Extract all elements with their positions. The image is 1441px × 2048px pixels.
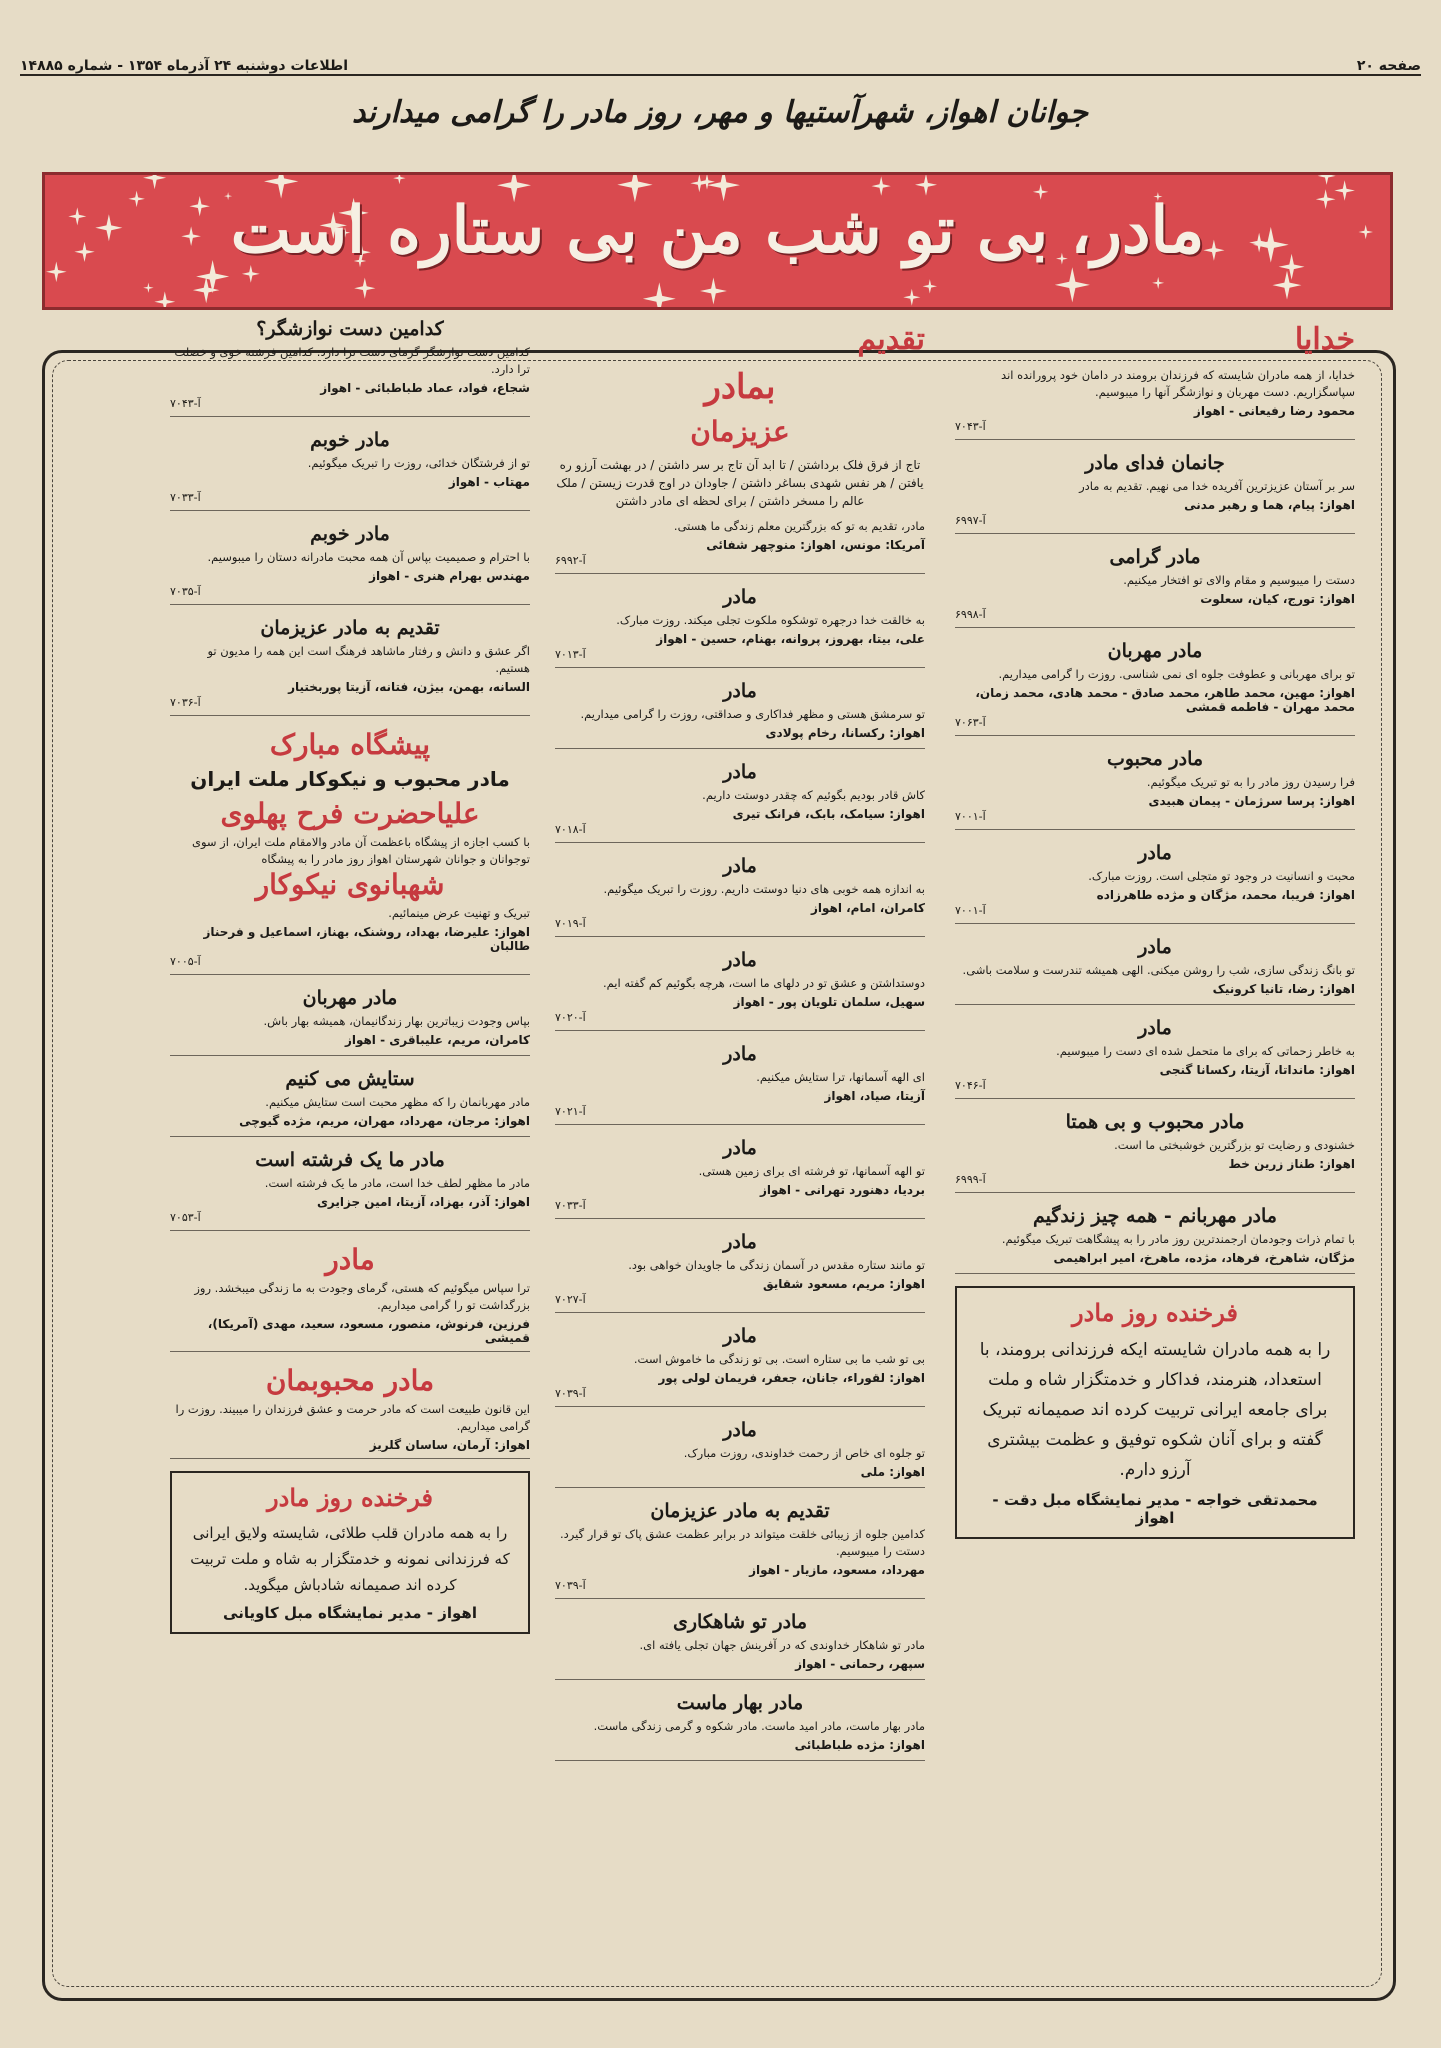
article-item [555,1419,925,1488]
article-text: خشنودی و رضایت تو بزرگترین خوشبختی ما است. [1114,1138,1355,1152]
article-signature: السانه، بهمن، بیژن، فتانه، آزیتا پوربختیار [288,680,530,694]
star-icon [1055,267,1090,302]
article-signature: محمود رضا رفیعانی - اهواز [1193,404,1355,418]
article-text: به خاطر زحماتی که برای ما متحمل شده ای دست را میبوسیم. [1056,1044,1355,1058]
article-signature: اهواز: مانداتا، آزیتا، رکسانا گنجی [1159,1063,1355,1077]
royal-text: با کسب اجازه از پیشگاه باعظمت آن مادر والامقام ملت ایران، از سوی توجوانان و جوانان شهرستان اهواز روز مادر را به پیشگاه [191,835,530,866]
article-code: آ-۷۰۴۶ [955,1079,986,1092]
article-item [555,855,925,937]
article-title: تقدیم به مادر عزیزمان [650,1500,830,1522]
star-icon [154,291,175,307]
article-signature: اهواز: لقوراء، جانان، جعفر، فریمان لولی پور [658,1371,925,1385]
article-code: آ-۷۰۳۹ [555,1387,586,1400]
article-code: آ-۷۰۱۹ [555,917,586,930]
article-text: به اندازه همه خوبی های دنیا دوستت داریم. روزت را تبریک میگوئیم. [603,882,925,896]
center-heading: تقدیم [857,322,925,357]
article-text: مادر، تقدیم به تو که بزرگترین معلم زندگی ما هستی. [673,519,925,533]
article-text: مادر ما مظهر لطف خدا است، مادر ما یک فرشته است. [264,1176,530,1190]
star-icon [700,278,727,305]
article-title: تقدیم به مادر عزیزمان [260,617,440,639]
article-code: آ-۷۰۲۷ [555,1293,586,1306]
article-text: تو از فرشتگان خدائی، روزت را تبریک میگوئیم. [307,456,530,470]
article-item [955,452,1355,534]
article-text: اگر عشق و دانش و رفتار ماشاهد فرهنگ است این همه را مدیون تو هستیم. [207,644,530,675]
article-signature: اهواز: رکسانا، رخام پولادی [765,726,925,740]
article-title: مادر [723,680,757,702]
left-items-2 [170,987,530,1231]
article-title: مادر [723,855,757,877]
page-number: صفحه ۲۰ [1356,58,1421,74]
article-item [170,1068,530,1137]
article-text: تو سرمشق هستی و مظهر فداکاری و صداقتی، روزت را گرامی میداریم. [580,707,925,721]
article-signature: سپهر، رحمانی - اهواز [795,1657,925,1671]
star-icon [143,175,166,189]
mahboob-text: این قانون طبیعت است که مادر حرمت و عشق فرزندان را میبیند. روزت را گرامی میداریم. [175,1402,530,1433]
star-icon [903,289,920,306]
right-box-title: فرخنده روز مادر [1072,1298,1238,1327]
page-header [20,48,1421,76]
article-signature: کامران، مریم، علیباقری - اهواز [344,1033,530,1047]
article-title: مادر خوبم [310,523,390,545]
article-item [555,586,925,668]
royal-code: آ-۷۰۰۵ [170,955,201,968]
pishgah-heading: پیشگاه مبارک [269,728,431,761]
article-text: کدامین دست نوازشگر گرمای دست ترا دارد. کدامین فرشته خوی و خصلت ترا دارد. [174,345,530,376]
star-icon [1273,271,1302,300]
article-signature: علی، بیتا، بهروز، پروانه، بهنام، حسین - اهواز [656,632,925,646]
article-code: آ-۷۰۲۱ [555,1105,586,1118]
article-title: مادر بهار ماست [676,1692,804,1714]
star-icon [690,175,708,192]
mahboob-heading: مادر محبوبمان [265,1364,435,1397]
article-code: آ-۷۰۰۱ [955,904,986,917]
article-item [955,1111,1355,1193]
article-item [955,1205,1355,1274]
article-text: فرا رسیدن روز مادر را به تو تبریک میگوئیم. [1146,775,1355,789]
issue-line: اطلاعات دوشنبه ۲۴ آذرماه ۱۳۵۴ - شماره ۱۴۸۸۵ [20,58,348,74]
article-title: مادر [1138,842,1172,864]
article-item [170,429,530,511]
article-item [555,518,925,574]
center-items [555,518,925,1761]
left-box-signature: اهواز - مدیر نمایشگاه مبل کاویانی [223,1604,477,1622]
article-text: مادر مهربانمان را که مظهر محبت است ستایش میکنیم. [265,1095,530,1109]
article-title: مادر محبوب [1106,748,1204,770]
article-item [170,987,530,1056]
article-code: آ-۷۰۲۰ [555,1011,586,1024]
right-box [955,1286,1355,1539]
left-column [170,318,530,1634]
article-item [555,1043,925,1125]
right-box-signature: محمدتقی خواجه - مدیر نمایشگاه مبل دقت - اهواز [992,1491,1318,1527]
mother-line: مادر محبوب و نیکوکار ملت ایران [190,767,510,791]
article-signature: اهواز: فریبا، محمد، مژگان و مژده طاهرزاده [1096,888,1355,902]
royal-section [170,728,530,975]
article-code: آ-۷۰۱۸ [555,823,586,836]
article-text: ای الهه آسمانها، ترا ستایش میکنیم. [756,1070,925,1084]
right-box-text: را به همه مادران شایسته ایکه فرزندانی برومند، با استعداد، هنرمند، فداکار و خدمتگزار شاه و ملت برای جامعه ایرانی تربیت کرده اند صمیمانه تبریک گفته و برای آنان شکوه توفیق و عظمت بیشتری آرزو دارم. [979,1340,1331,1480]
article-text: کاش قادر بودیم بگوئیم که چقدر دوستت داریم. [702,788,925,802]
article-item [955,546,1355,628]
left-box [170,1471,530,1634]
article-code: آ-۷۰۰۱ [955,810,986,823]
article-signature: مهرداد، مسعود، مازیار - اهواز [749,1563,925,1577]
article-signature: اهواز: پیام، هما و رهبر مدنی [1184,498,1355,512]
article-text: تو الهه آسمانها، تو فرشته ای برای زمین هستی. [698,1164,925,1178]
article-title: مادر [723,949,757,971]
article-text: با احترام و صمیمیت بپاس آن همه محبت مادرانه دستان را میبوسیم. [207,550,530,564]
article-item [955,748,1355,830]
article-text: کدامین جلوه از زیبائی خلقت میتواند در برابر عظمت عشق پاک تو قرار گیرد. دستت را میبوسیم. [560,1527,925,1558]
article-code: آ-۶۹۹۸ [955,608,986,621]
article-text: خدایا، از همه مادران شایسته که فرزندان برومند در دامان خود پرورانده اند سپاسگزاریم. دست مهربان و نوازشگر آنها را میبوسیم. [1001,368,1355,399]
right-items [955,367,1355,1274]
article-item [555,1325,925,1407]
article-signature: اهواز: آذر، بهزاد، آزیتا، امین جزایری [316,1195,530,1209]
madar-signature: فرزین، فرنوش، منصور، مسعود، سعید، مهدی (آمریکا)، قمیشی [207,1317,530,1345]
star-icon [1318,175,1336,185]
article-text: محبت و انسانیت در وجود تو متجلی است. روزت مبارک. [1088,869,1355,883]
article-item [555,1611,925,1680]
article-code: آ-۶۹۹۲ [555,554,586,567]
article-item [955,367,1355,440]
left-box-text: را به همه مادران قلب طلائی، شایسته ولایق ایرانی که فرزندانی نمونه و خدمتگزار به شاه و ملت تربیت کرده اند صمیمانه شادباش میگوید. [190,1524,510,1594]
article-item [555,949,925,1031]
left-items [170,318,530,716]
article-text: بی تو شب ما بی ستاره است. بی تو زندگی ما خاموش است. [633,1352,925,1366]
star-icon [143,283,153,293]
article-text: تو بانگ زندگی سازی، شب را روشن میکنی. الهی همیشه تندرست و سلامت باشی. [962,963,1355,977]
article-item [170,318,530,417]
article-signature: اهواز: مرجان، مهرداد، مهران، مریم، مژده گیوچی [239,1114,530,1128]
article-code: آ-۷۰۳۹ [555,1579,586,1592]
banner [42,172,1393,310]
article-item [955,936,1355,1005]
article-signature: اهواز: رضا، تانیا کرونیک [1212,982,1355,996]
article-text: مادر بهار ماست، مادر امید ماست. مادر شکوه و گرمی زندگی ماست. [593,1719,925,1733]
royal-signature: اهواز: علیرضا، بهداد، روشنک، بهناز، اسماعیل و فرحناز طالبان [203,925,530,953]
article-item [955,1017,1355,1099]
article-text: دوستداشتن و عشق تو در دلهای ما است، هرچه بگوئیم کم گفته ایم. [602,976,925,990]
madar-text: ترا سپاس میگوئیم که هستی، گرمای وجودت به ما زندگی میبخشد. روز بزرگداشت تو را گرامی میداریم. [194,1281,530,1312]
star-icon [1152,277,1164,289]
article-code: آ-۶۹۹۹ [955,1173,986,1186]
center-sub2: عزیزمان [690,415,790,448]
article-item [170,1149,530,1231]
article-item [955,842,1355,924]
star-icon [193,277,220,304]
article-code: آ-۶۹۹۷ [955,514,986,527]
article-item [555,1500,925,1599]
article-code: آ-۷۰۱۳ [555,648,586,661]
subheadline: جوانان اهواز، شهرآستیها و مهر، روز مادر را گرامی میدارند [351,95,1089,130]
banner-title: مادر، بی تو شب من بی ستاره است [230,193,1205,268]
article-signature: اهواز: مژده طباطبائی [794,1738,925,1752]
article-title: جانمان فدای مادر [1085,452,1225,474]
article-code: آ-۷۰۳۳ [555,1199,586,1212]
article-title: مادر [723,1137,757,1159]
article-signature: کامران، امام، اهواز [810,901,925,915]
article-title: مادر [723,1231,757,1253]
article-signature: آزیتا، صیاد، اهواز [824,1089,925,1103]
article-item [170,617,530,716]
article-text: تو مانند ستاره مقدس در آسمان زندگی ما جاویدان خواهی بود. [628,1258,925,1272]
article-signature: بردیا، دهنورد تهرانی - اهواز [760,1183,925,1197]
article-text: تو جلوه ای خاص از رحمت خداوندی، روزت مبارک. [683,1446,925,1460]
article-text: سر بر آستان عزیزترین آفریده خدا می نهیم. تقدیم به مادر [1079,479,1355,493]
mahboob-signature: اهواز: آرمان، ساسان گلریز [369,1438,530,1452]
article-text: بپاس وجودت زیباترین بهار زندگانیمان، همیشه بهار باش. [263,1014,530,1028]
article-code: آ-۷۰۳۵ [170,585,201,598]
star-icon [393,175,405,184]
article-code: آ-۷۰۶۳ [955,716,986,729]
article-title: مادر تو شاهکاری [673,1611,807,1633]
royal-tail: تبریک و تهنیت عرض مینمائیم. [388,906,530,920]
article-signature: اهواز: طناز زرین خط [1228,1157,1355,1171]
article-signature: مهتاب - اهواز [448,475,530,489]
article-title: مادر ما یک فرشته است [255,1149,445,1171]
article-code: آ-۷۰۳۶ [170,696,201,709]
royal-title-2: شهبانوی نیکوکار [255,868,445,901]
royal-title-1: علیاحضرت فرح پهلوی [220,797,480,830]
article-signature: اهواز: سیامک، بابک، فرانک تیری [732,807,925,821]
article-signature: اهواز: مهین، محمد طاهر، محمد صادق - محمد هادی، محمد زمان، محمد مهران - فاطمه قمشی [975,686,1355,714]
mahboob-section [170,1364,530,1459]
article-title: مادر مهربان [1107,640,1203,662]
article-code: آ-۷۰۳۳ [170,491,201,504]
article-item [555,761,925,843]
center-sub1: بمادر [704,367,776,407]
article-text: با تمام ذرات وجودمان ارجمندترین روز مادر را به پیشگاهت تبریک میگوئیم. [1001,1232,1355,1246]
article-title: ستایش می کنیم [285,1068,415,1090]
article-item [555,1692,925,1761]
article-text: دستت را میبوسیم و مقام والای تو افتخار میکنیم. [1123,573,1355,587]
madar-heading: مادر [325,1243,375,1276]
article-title: مادر [723,1325,757,1347]
right-column [955,318,1355,1539]
article-code: آ-۷۰۴۳ [170,397,201,410]
star-icon [643,282,676,307]
star-icon [923,279,937,293]
article-text: تو برای مهربانی و عطوفت جلوه ای نمی شناسی. روزت را گرامی میداریم. [998,667,1355,681]
article-title: مادر محبوب و بی همتا [1065,1111,1245,1133]
article-signature: اهواز: مریم، مسعود شقایق [762,1277,925,1291]
article-signature: مژگان، شاهرخ، فرهاد، مژده، ماهرخ، امیر ابراهیمی [1053,1251,1355,1265]
article-signature: مهندس بهرام هنری - اهواز [369,569,530,583]
left-box-title: فرخنده روز مادر [267,1483,433,1512]
article-item [555,680,925,749]
article-item [955,640,1355,736]
article-title: مادر [723,1043,757,1065]
article-title: مادر [723,761,757,783]
madar-section [170,1243,530,1352]
article-signature: اهواز: پرسا سرژمان - پیمان هبیدی [1148,794,1355,808]
article-title: مادر [1138,1017,1172,1039]
right-heading: خدایا [1294,322,1355,357]
center-column [555,318,925,1773]
article-title: کدامین دست نوازشگر؟ [256,318,444,340]
article-signature: اهواز: تورج، کیان، سعلوت [1200,592,1355,606]
article-title: مادر مهربانم - همه چیز زندگیم [1032,1205,1277,1227]
star-icon [354,278,375,299]
article-title: مادر [1138,936,1172,958]
article-title: مادر گرامی [1109,546,1201,568]
article-text: مادر تو شاهکار خداوندی که در آفرینش جهان تجلی یافته ای. [639,1638,925,1652]
article-code: آ-۷۰۴۳ [955,420,986,433]
article-title: مادر [723,1419,757,1441]
article-signature: شجاع، فواد، عماد طباطبائی - اهواز [320,381,530,395]
article-signature: سهیل، سلمان تلویان پور - اهواز [733,995,925,1009]
center-poem: تاج از فرق فلک برداشتن / تا ابد آن تاج بر سر داشتن / در بهشت آرزو ره یافتن / هر نفس شهدی بساغر داشتن / جاودان در اوج قدرت زیستن / ملک عالم را مسخر داشتن / برای لحظه ای مادر داشتن [556,458,924,508]
article-code: آ-۷۰۵۳ [170,1211,201,1224]
article-item [555,1231,925,1313]
article-item [170,523,530,605]
article-text: به خالقت خدا درجهره توشکوه ملکوت تجلی میکند. روزت مبارک. [616,613,925,627]
article-title: مادر مهربان [302,987,398,1009]
article-item [555,1137,925,1219]
article-title: مادر خوبم [310,429,390,451]
article-title: مادر [723,586,757,608]
article-signature: آمریکا: مونس، اهواز: منوچهر شفائی [706,538,925,552]
article-signature: اهواز: ملی [860,1465,925,1479]
